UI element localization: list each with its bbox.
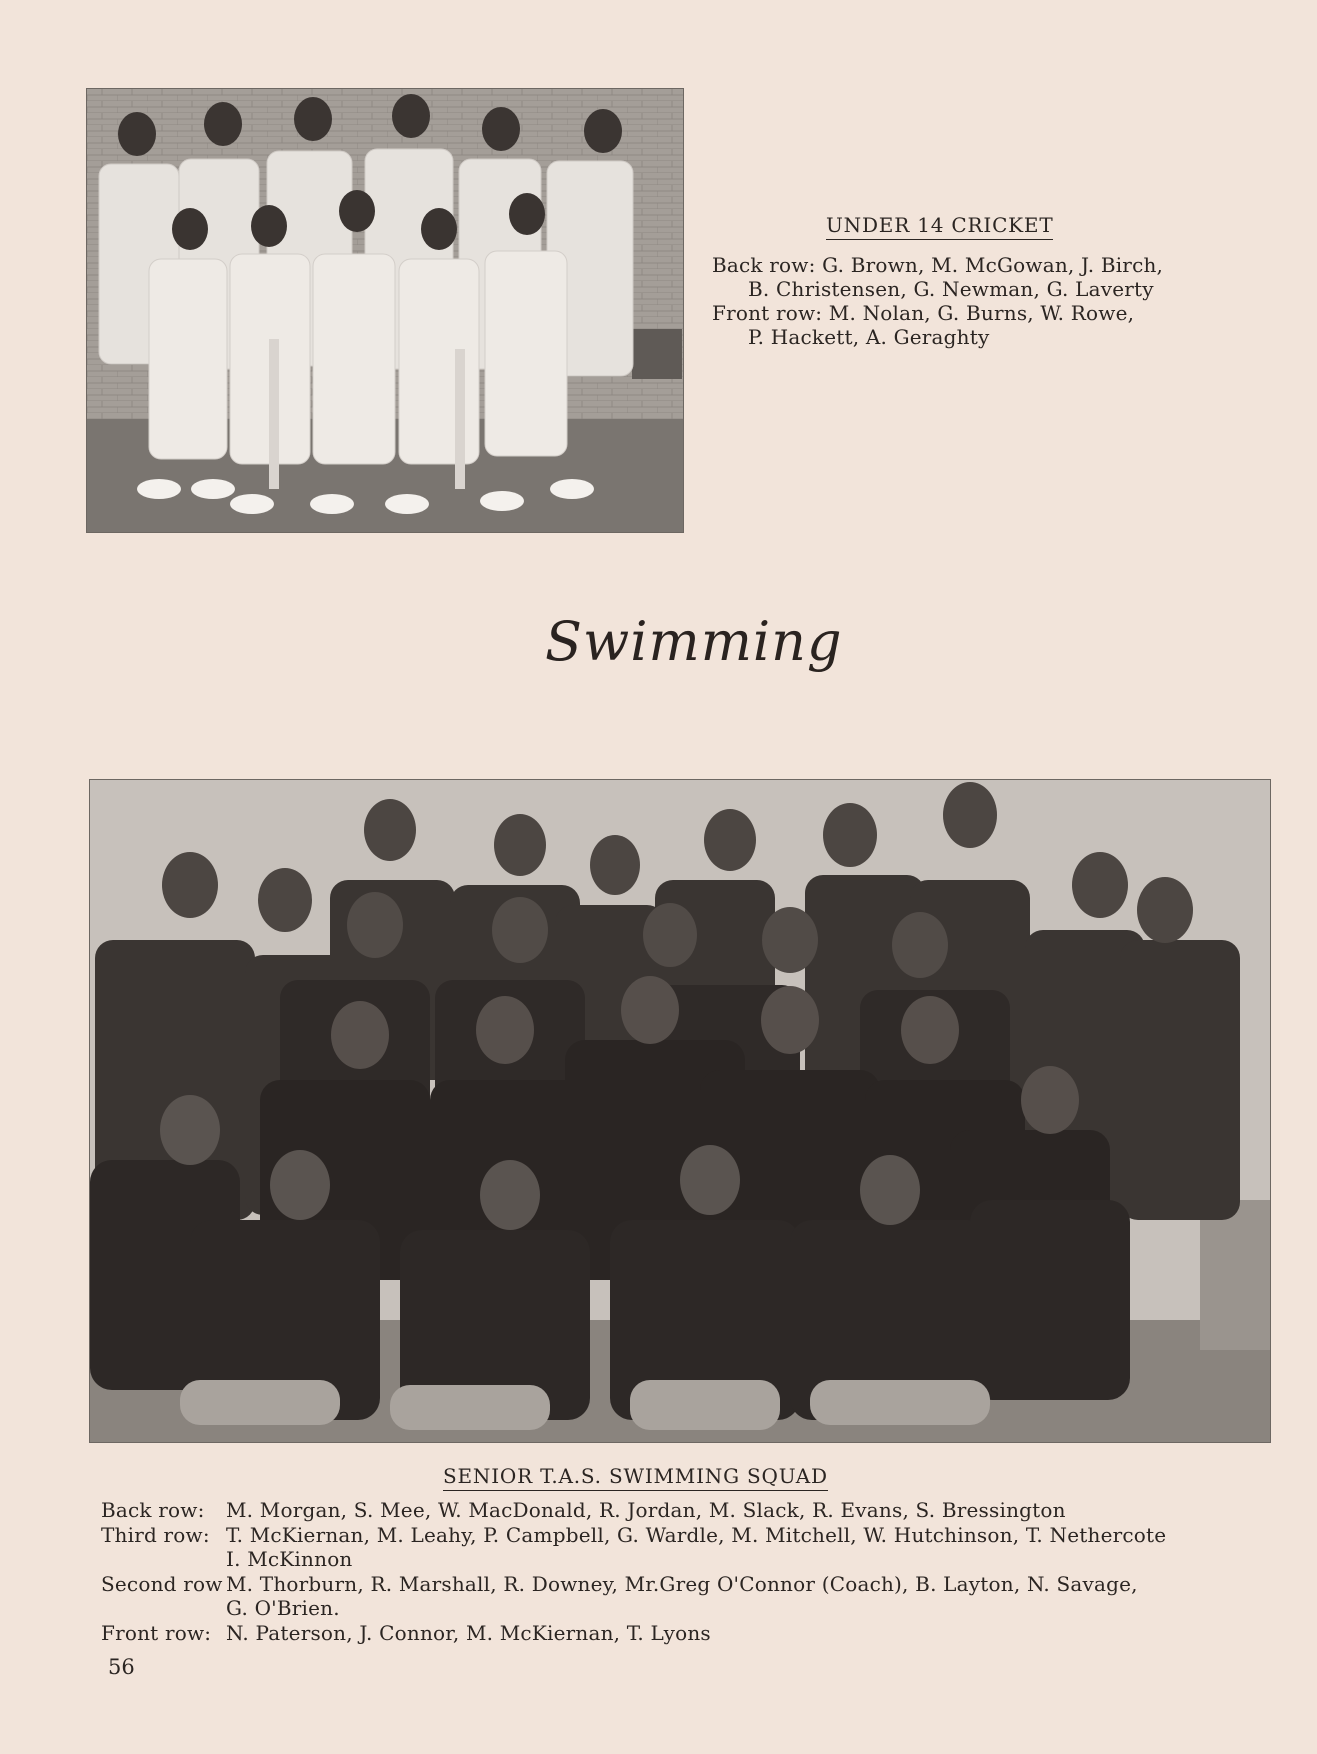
swimming-third-row [101,1523,1166,1548]
cricket-photo-illustration [87,89,683,532]
row-continuation: I. McKinnon [226,1547,353,1571]
swimming-photo-illustration [90,780,1270,1442]
cricket-caption-title: UNDER 14 CRICKET [826,213,1053,240]
row-names: T. McKiernan, M. Leahy, P. Campbell, G. Wardle, M. Mitchell, W. Hutchinson, T. Nethercote [226,1522,1167,1547]
row-names: M. Thorburn, R. Marshall, R. Downey, Mr.Greg O'Connor (Coach), B. Layton, N. Savage, [226,1571,1138,1596]
swimming-caption-names [101,1498,1166,1645]
row-label: Second row [101,1571,223,1596]
swimming-caption-title-wrap [443,1464,828,1491]
cricket-caption-names [712,253,1163,349]
cricket-back-row-line-2: B. Christensen, G. Newman, G. Laverty [748,277,1154,301]
page-number: 56 [108,1655,135,1679]
row-names: N. Paterson, J. Connor, M. McKiernan, T. Lyons [226,1620,711,1645]
swimming-caption-title: SENIOR T.A.S. SWIMMING SQUAD [443,1464,828,1491]
swimming-front-row [101,1621,1166,1646]
cricket-caption-title-wrap [826,213,1053,240]
cricket-front-row-line-2: P. Hackett, A. Geraghty [748,325,990,349]
swimming-back-row [101,1498,1166,1523]
swimming-second-row [101,1572,1166,1597]
cricket-team-photo [86,88,684,533]
row-names: M. Morgan, S. Mee, W. MacDonald, R. Jordan, M. Slack, R. Evans, S. Bressington [226,1498,1066,1522]
row-label: Third row: [101,1522,210,1547]
row-label: Back row: [101,1498,205,1522]
swimming-squad-photo [89,779,1271,1443]
cricket-back-row-line-1: Back row: G. Brown, M. McGowan, J. Birch, [712,253,1164,277]
row-label: Front row: [101,1620,212,1645]
cricket-front-row-line-1: Front row: M. Nolan, G. Burns, W. Rowe, [712,301,1135,325]
section-heading: Swimming [545,610,843,673]
row-continuation: G. O'Brien. [226,1596,340,1620]
